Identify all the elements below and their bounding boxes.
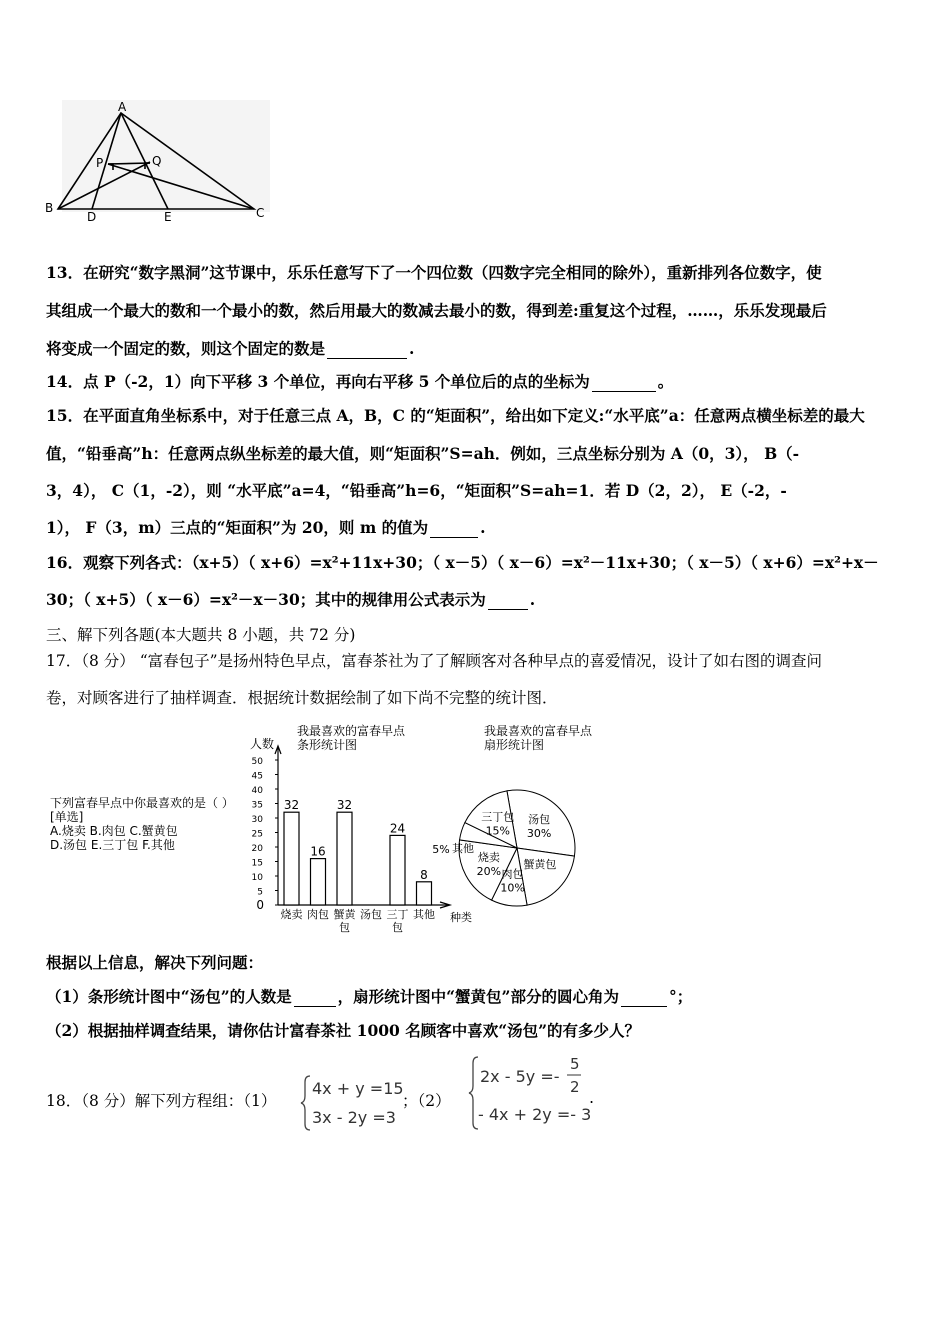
q17-blank-2[interactable] (621, 987, 667, 1007)
category-label: 蟹黄 (333, 908, 356, 921)
q14-line (46, 370, 673, 392)
bar (417, 882, 432, 905)
category-label-wrap: 包 (392, 921, 403, 934)
q17-line1: 17．（8 分） “富春包子”是扬州特色早点，富春茶社为了了解顾客对各种早点的喜爱情况，设计了如右图的调查问 (46, 652, 823, 670)
y-tick-label: 15 (251, 858, 263, 869)
bar (390, 835, 405, 905)
category-label: 烧卖 (280, 908, 303, 921)
category-label-wrap: 包 (339, 921, 350, 934)
q17-line2: 卷，对顾客进行了抽样调查．根据统计数据绘制了如下尚不完整的统计图． (46, 689, 558, 707)
q15-blank[interactable] (430, 518, 478, 538)
y-axis-label: 人数 (250, 737, 275, 751)
q17-sub1 (46, 985, 692, 1007)
q15-line2: 值，“铅垂高”h：任意两点纵坐标差的最大值，则“矩面积”S=ah．例如，三点坐标分别为 A（0，3）， B（- (46, 444, 800, 463)
segment-pq (108, 163, 150, 164)
q15-line1: 15．在平面直角坐标系中，对于任意三点 A，B，C 的“矩面积”，给出如下定义:“水平底”a：任意两点横坐标差的最大 (46, 406, 865, 425)
pie-percent-label: 5% (432, 843, 450, 856)
pie-subtitle: 扇形统计图 (484, 738, 545, 752)
q14-blank[interactable] (592, 372, 656, 392)
label-e: E (164, 210, 172, 224)
label-b: B (45, 201, 54, 215)
sys1-eq2: 3x - 2y =3 (312, 1108, 396, 1127)
y-tick-label: 0 (256, 898, 264, 912)
q18-mid: ；（2） (402, 1092, 451, 1110)
y-tick-label: 25 (251, 829, 263, 840)
q17-after: 根据以上信息，解决下列问题： (46, 953, 264, 972)
bar (337, 812, 352, 905)
bar-value-label: 32 (336, 798, 353, 813)
survey-line: [单选] (50, 810, 84, 824)
q15-line3: 3，4）， C（1，-2），则 “水平底”a=4，“铅垂高”h=6，“矩面积”S=ah=1．若 D（2，2）， E（-2，- (46, 481, 787, 500)
category-label: 三丁 (386, 908, 409, 921)
bar-value-label: 8 (420, 867, 428, 882)
q16-line2 (46, 588, 535, 610)
y-tick-label: 20 (251, 844, 263, 854)
q18-intro-text: 18．（8 分）解下列方程组：（1） (46, 1092, 277, 1110)
y-tick-label: 5 (257, 887, 263, 898)
label-q: Q (152, 154, 162, 168)
label-p: P (96, 156, 104, 170)
q16-line1: 16．观察下列各式：（x+5）（ x+6）=x²+11x+30；（ x－5）（ x－6）=x²－11x+30；（ x－5）（ x+6）=x²+x－ (46, 553, 879, 572)
pie-percent-label: 30% (526, 827, 552, 841)
q16-blank[interactable] (488, 590, 528, 610)
equation-system-2 (466, 1053, 606, 1131)
q18-intro (46, 1089, 276, 1111)
pie-label: 肉包 (501, 867, 524, 881)
q13-line2: 其组成一个最大的数和一个最小的数，然后用最大的数减去最小的数，得到差:重复这个过程，……，乐乐发现最后 (46, 301, 827, 320)
pie-label: 其他 (452, 842, 474, 855)
y-tick-label: 40 (251, 786, 263, 796)
section-3-heading: 三、解下列各题(本大题共 8 小题，共 72 分) (46, 626, 356, 644)
label-d: D (87, 210, 97, 224)
brace-2 (469, 1057, 478, 1129)
q15-end: . (480, 518, 486, 537)
bar-value-label: 32 (283, 798, 300, 813)
label-c: C (256, 206, 265, 220)
sys1-eq1: 4x + y =15 (312, 1079, 404, 1098)
bar (284, 812, 299, 905)
pie-label: 三丁包 (481, 810, 515, 824)
pie-title: 我最喜欢的富春早点 (484, 724, 593, 738)
y-tick-label: 30 (251, 815, 263, 825)
q18-end: . (589, 1088, 595, 1107)
category-label: 汤包 (360, 908, 382, 921)
bar-value-label: 24 (389, 821, 406, 836)
pie-percent-label: 15% (485, 824, 511, 838)
frac-denominator: 2 (570, 1078, 580, 1096)
triangle-figure (40, 100, 270, 225)
q13-line3 (46, 337, 414, 359)
pie-chart-title (484, 724, 592, 752)
q13-end: . (409, 339, 415, 358)
frac-numerator: 5 (570, 1055, 580, 1073)
bar-value-label: 16 (310, 844, 326, 859)
pie-percent-label: 20% (476, 864, 502, 878)
brace-1 (301, 1076, 310, 1130)
survey-line: 下列富春早点中你最喜欢的是（ ） (50, 796, 234, 810)
survey-question (50, 796, 234, 852)
q16-end: . (529, 590, 536, 609)
y-tick-label: 50 (251, 757, 263, 767)
q14-end: 。 (657, 372, 674, 391)
q17-blank-1[interactable] (294, 987, 336, 1007)
q17-sub2: （2）根据抽样调查结果，请你估计富春茶社 1000 名顾客中喜欢“汤包”的有多少人？ (46, 1021, 641, 1040)
label-a: A (118, 100, 127, 114)
pie-label: 蟹黄包 (523, 858, 557, 872)
y-tick-label: 45 (251, 771, 263, 782)
pie-chart (432, 775, 595, 920)
survey-line: A.烧卖 B.肉包 C.蟹黄包 (50, 824, 178, 838)
q14-text: 14．点 P（-2，1）向下平移 3 个单位，再向右平移 5 个单位后的点的坐标为 (46, 372, 590, 391)
x-axis-label: 种类 (450, 911, 472, 924)
category-label: 其他 (413, 908, 435, 921)
pie-label: 烧卖 (477, 850, 500, 864)
q15-line4 (46, 516, 486, 538)
bar-subtitle: 条形统计图 (297, 738, 358, 752)
q17-sub1-b: ，扇形统计图中“蟹黄包”部分的圆心角为 (337, 987, 619, 1006)
bar-title: 我最喜欢的富春早点 (297, 724, 406, 738)
q13-blank[interactable] (327, 339, 407, 359)
pie-label: 汤包 (528, 813, 551, 827)
q17-sub1-c: °； (668, 987, 693, 1006)
y-tick-label: 35 (251, 800, 263, 811)
y-tick-label: 10 (251, 873, 263, 883)
q15-text: 1）， F（3，m）三点的“矩面积”为 20，则 m 的值为 (46, 518, 429, 537)
q13-text: 将变成一个固定的数，则这个固定的数是 (46, 339, 326, 358)
category-label: 肉包 (307, 908, 329, 921)
q13-line1: 13．在研究“数字黑洞”这节课中，乐乐任意写下了一个四位数（四数字完全相同的除外），重新排列各位数字，使 (46, 263, 822, 282)
pie-percent-label: 10% (500, 881, 525, 895)
sys2-eq2: - 4x + 2y =- 3 (478, 1105, 592, 1124)
q16-text: 30；（ x+5）（ x－6）=x²－x－30；其中的规律用公式表示为 (46, 590, 486, 609)
survey-line: D.汤包 E.三丁包 F.其他 (50, 838, 175, 852)
sys2-eq1: 2x - 5y =- (480, 1067, 560, 1086)
equation-system-1 (300, 1072, 410, 1134)
bar (311, 859, 326, 905)
q17-sub1-a: （1）条形统计图中“汤包”的人数是 (46, 987, 292, 1006)
